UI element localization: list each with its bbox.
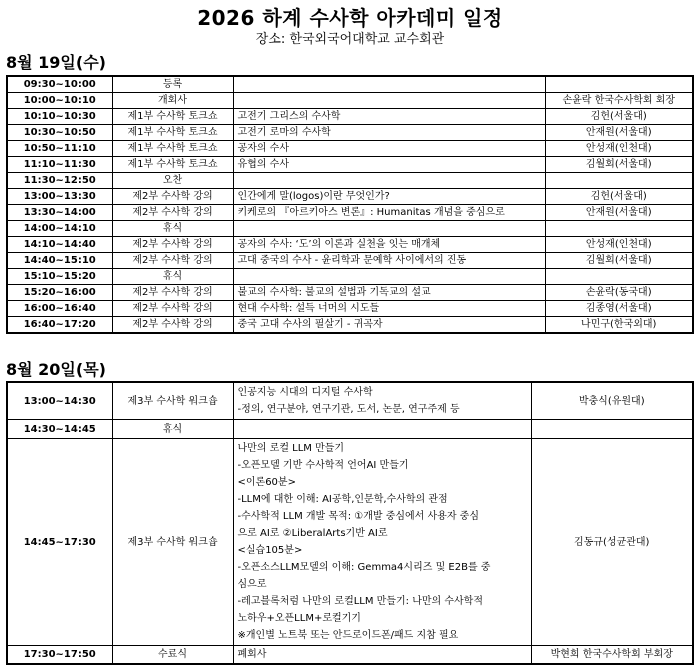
table-row [7,301,693,317]
table-row [7,76,693,93]
topic-cell: 불교의 수사학: 불교의 설법과 기독교의 설교 [233,285,545,301]
session-cell: 제2부 수사학 강의 [112,285,233,301]
time-cell: 10:00~10:10 [7,93,112,109]
topic-line: -레고블록처럼 나만의 로컬LLM 만들기: 나만의 수사학적 [237,596,484,607]
time-cell: 14:40~15:10 [7,253,112,269]
time-cell: 10:50~11:10 [7,141,112,157]
time-cell: 14:10~14:40 [7,237,112,253]
speaker-cell [545,76,693,93]
topic-cell [233,76,545,93]
table-row [7,646,693,665]
topic-cell [233,221,545,237]
day2-heading: 8월 20일(목) [6,360,106,379]
topic-cell [233,93,545,109]
table-row [7,382,693,420]
day1-heading: 8월 19일(수) [6,53,106,72]
topic-cell: 중국 고대 수사의 필살기 - 귀곡자 [233,317,545,334]
table-row [7,173,693,189]
time-cell: 11:10~11:30 [7,157,112,173]
session-cell: 휴식 [112,420,233,439]
time-cell: 13:00~14:30 [7,382,112,420]
speaker-cell: 박현희 한국수사학회 부회장 [531,646,693,665]
speaker-cell: 손윤락(동국대) [545,285,693,301]
topic-line: 노하우+오픈LLM+로컬기기 [237,613,361,624]
time-cell: 14:00~14:10 [7,221,112,237]
session-cell: 제3부 수사학 워크숍 [112,439,233,646]
topic-cell: 인간에게 말(logos)이란 무엇인가? [233,189,545,205]
topic-line: -오픈소스LLM모델의 이해: Gemma4시리즈 및 E2B를 중 [237,562,491,573]
topic-line: 인공지능 시대의 디지털 수사학 [237,387,373,398]
topic-line: 으로 AI로 ②LiberalArts기반 AI로 [237,528,388,539]
time-cell: 11:30~12:50 [7,173,112,189]
table-row [7,420,693,439]
speaker-cell: 손윤락 한국수사학회 회장 [545,93,693,109]
speaker-cell: 김월회(서울대) [545,253,693,269]
topic-cell [233,269,545,285]
table-row [7,237,693,253]
time-cell: 13:00~13:30 [7,189,112,205]
session-cell: 휴식 [112,221,233,237]
topic-cell: 폐회사 [233,646,531,665]
table-row [7,253,693,269]
time-cell: 16:00~16:40 [7,301,112,317]
table-row [7,317,693,334]
session-cell: 제1부 수사학 토크쇼 [112,157,233,173]
table-row [7,221,693,237]
table-row [7,269,693,285]
time-cell: 09:30~10:00 [7,76,112,93]
time-cell: 15:20~16:00 [7,285,112,301]
topic-cell: 공자의 수사 [233,141,545,157]
time-cell: 13:30~14:00 [7,205,112,221]
day1-schedule-table [6,75,694,334]
table-row [7,109,693,125]
session-cell: 제1부 수사학 토크쇼 [112,125,233,141]
speaker-cell: 김월회(서울대) [545,157,693,173]
topic-cell: 공자의 수사: ‘도’의 이론과 실천을 잇는 매개체 [233,237,545,253]
time-cell: 10:30~10:50 [7,125,112,141]
topic-line: 심으로 [237,579,267,590]
speaker-cell: 안성재(인천대) [545,141,693,157]
table-row [7,157,693,173]
session-cell: 오찬 [112,173,233,189]
table-row [7,93,693,109]
topic-line: -정의, 연구분야, 연구기관, 도서, 논문, 연구주제 등 [237,404,460,415]
session-cell: 수료식 [112,646,233,665]
topic-line: <실습105분> [237,545,303,556]
session-cell: 제2부 수사학 강의 [112,317,233,334]
table-row [7,285,693,301]
topic-cell: 현대 수사학: 설득 너머의 시도들 [233,301,545,317]
session-cell: 휴식 [112,269,233,285]
speaker-cell: 김종영(서울대) [545,301,693,317]
speaker-cell: 나민구(한국외대) [545,317,693,334]
speaker-cell: 안재원(서울대) [545,125,693,141]
topic-cell [233,382,531,420]
speaker-cell: 안성재(인천대) [545,237,693,253]
time-cell: 10:10~10:30 [7,109,112,125]
session-cell: 제1부 수사학 토크쇼 [112,141,233,157]
table-row [7,439,693,646]
speaker-cell [545,221,693,237]
session-cell: 개회사 [112,93,233,109]
speaker-cell [545,269,693,285]
session-cell: 제3부 수사학 워크숍 [112,382,233,420]
table-row [7,125,693,141]
session-cell: 제1부 수사학 토크쇼 [112,109,233,125]
topic-cell: 키케로의 『아르키아스 변론』: Humanitas 개념을 중심으로 [233,205,545,221]
topic-cell: 고전기 로마의 수사학 [233,125,545,141]
speaker-cell [531,420,693,439]
speaker-cell: 김동규(성균관대) [531,439,693,646]
session-cell: 제2부 수사학 강의 [112,189,233,205]
time-cell: 14:45~17:30 [7,439,112,646]
speaker-cell [545,173,693,189]
time-cell: 17:30~17:50 [7,646,112,665]
page-title: 2026 하계 수사학 아카데미 일정 [197,6,503,30]
speaker-cell: 김헌(서울대) [545,109,693,125]
topic-cell: 고대 중국의 수사 - 윤리학과 문예학 사이에서의 진동 [233,253,545,269]
day2-schedule-table [6,381,694,665]
venue-subtitle: 장소: 한국외국어대학교 교수회관 [255,32,445,47]
topic-cell: 유협의 수사 [233,157,545,173]
topic-cell: 고전기 그리스의 수사학 [233,109,545,125]
speaker-cell: 박충식(유원대) [531,382,693,420]
session-cell: 제2부 수사학 강의 [112,205,233,221]
session-cell: 등록 [112,76,233,93]
topic-line: -수사학적 LLM 개발 목적: ①개발 중심에서 사용자 중심 [237,511,480,522]
session-cell: 제2부 수사학 강의 [112,301,233,317]
topic-cell [233,173,545,189]
topic-line: -오픈모델 기반 수사학적 언어AI 만들기 [237,460,409,471]
table-row [7,205,693,221]
topic-line: 나만의 로컬 LLM 만들기 [237,443,345,454]
topic-line: <이론60분> [237,477,296,488]
session-cell: 제2부 수사학 강의 [112,237,233,253]
speaker-cell: 안재원(서울대) [545,205,693,221]
topic-cell [233,439,531,646]
topic-cell [233,420,531,439]
speaker-cell: 김헌(서울대) [545,189,693,205]
time-cell: 15:10~15:20 [7,269,112,285]
table-row [7,189,693,205]
time-cell: 14:30~14:45 [7,420,112,439]
table-row [7,141,693,157]
time-cell: 16:40~17:20 [7,317,112,334]
topic-line: ※개인별 노트북 또는 안드로이드폰/패드 지참 필요 [237,630,459,641]
session-cell: 제2부 수사학 강의 [112,253,233,269]
topic-line: -LLM에 대한 이해: AI공학,인문학,수사학의 관점 [237,494,448,505]
